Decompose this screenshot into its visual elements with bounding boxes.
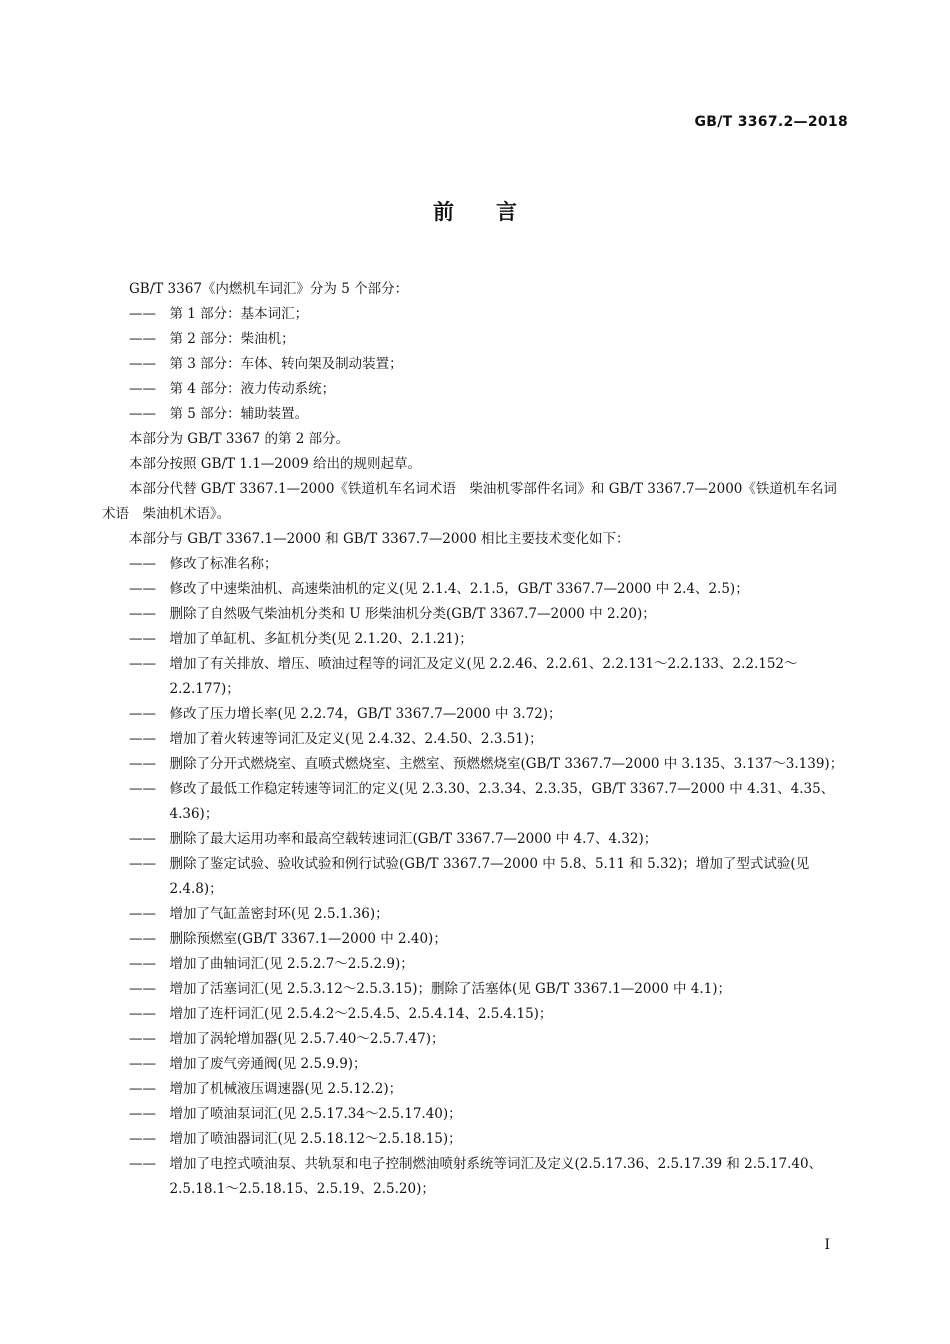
part-text: 第 4 部分：液力传动系统； [169,381,336,397]
change-item [129,1102,848,1127]
list-item [129,302,848,327]
page-title: 前言 [433,200,559,224]
change-text: 增加了曲轴词汇(见 2.5.2.7～2.5.2.9)； [169,956,414,972]
parts-intro: GB/T 3367《内燃机车词汇》分为 5 个部分： [129,281,409,297]
change-item [129,1002,848,1027]
dash-mark: —— [129,581,156,597]
change-text: 删除了鉴定试验、验收试验和例行试验(GB/T 3367.7—2000 中 5.8、5.11 和 5.32)；增加了型式试验(见 2.4.8)； [169,856,810,897]
dash-mark: —— [129,981,156,997]
change-text: 修改了标准名称； [169,556,278,572]
paragraph: 本部分按照 GB/T 1.1—2009 给出的规则起草。 [129,456,421,472]
dash-mark: —— [129,731,156,747]
change-item [129,577,848,602]
dash-mark: —— [129,381,156,397]
dash-mark: —— [129,631,156,647]
change-text: 增加了喷油泵词汇(见 2.5.17.34～2.5.17.40)； [169,1106,462,1122]
paragraph: 本部分为 GB/T 3367 的第 2 部分。 [129,431,350,447]
dash-mark: —— [129,1006,156,1022]
list-item [129,352,848,377]
dash-mark: —— [129,1056,156,1072]
dash-mark: —— [129,406,156,422]
change-text: 增加了涡轮增加器(见 2.5.7.40～2.5.7.47)； [169,1031,445,1047]
change-item [129,977,848,1002]
change-text: 删除了自然吸气柴油机分类和 U 形柴油机分类(GB/T 3367.7—2000 中 2.20)； [169,606,656,622]
standard-code: GB/T 3367.2—2018 [694,114,848,130]
change-text: 增加了活塞词汇(见 2.5.3.12～2.5.3.15)；删除了活塞体(见 GB/T 3367.1—2000 中 4.1)； [169,981,731,997]
change-item [129,727,848,752]
change-item [129,752,848,777]
change-text: 增加了着火转速等词汇及定义(见 2.4.32、2.4.50、2.3.51)； [169,731,543,747]
change-item [129,952,848,977]
part-text: 第 2 部分：柴油机； [169,331,295,347]
dash-mark: —— [129,931,156,947]
list-item [129,327,848,352]
list-item [129,377,848,402]
change-text: 增加了有关排放、增压、喷油过程等的词汇及定义(见 2.2.46、2.2.61、2.2.131～2.2.133、2.2.152～2.2.177)； [169,656,798,697]
dash-mark: —— [129,1156,156,1172]
part-text: 第 1 部分：基本词汇； [169,306,309,322]
change-text: 修改了最低工作稳定转速等词汇的定义(见 2.3.30、2.3.34、2.3.35，GB/T 3367.7—2000 中 4.31、4.35、4.36)； [169,781,835,822]
change-item [129,1077,848,1102]
change-item [129,827,848,852]
change-item [129,627,848,652]
change-item [129,777,848,827]
dash-mark: —— [129,306,156,322]
list-item [129,402,848,427]
change-text: 删除预燃室(GB/T 3367.1—2000 中 2.40)； [169,931,447,947]
change-text: 增加了机械液压调速器(见 2.5.12.2)； [169,1081,403,1097]
change-text: 修改了压力增长率(见 2.2.74，GB/T 3367.7—2000 中 3.72)； [169,706,562,722]
change-text: 增加了喷油器词汇(见 2.5.18.12～2.5.18.15)； [169,1131,462,1147]
change-text: 删除了最大运用功率和最高空载转速词汇(GB/T 3367.7—2000 中 4.7、4.32)； [169,831,658,847]
paragraph: 本部分与 GB/T 3367.1—2000 和 GB/T 3367.7—2000 相比主要技术变化如下： [129,531,630,547]
paragraph: 本部分代替 GB/T 3367.1—2000《铁道机车名词术语 柴油机零部件名词》和 GB/T 3367.7—2000《铁道机车名词术语 柴油机术语》。 [102,481,837,522]
dash-mark: —— [129,356,156,372]
dash-mark: —— [129,656,156,672]
change-item [129,1052,848,1077]
change-text: 增加了废气旁通阀(见 2.5.9.9)； [169,1056,367,1072]
dash-mark: —— [129,1131,156,1147]
change-text: 删除了分开式燃烧室、直喷式燃烧室、主燃室、预燃燃烧室(GB/T 3367.7—2000 中 3.135、3.137～3.139)； [169,756,844,772]
dash-mark: —— [129,1106,156,1122]
change-item [129,927,848,952]
change-item [129,602,848,627]
dash-mark: —— [129,331,156,347]
change-item [129,552,848,577]
dash-mark: —— [129,1081,156,1097]
change-item [129,1127,848,1152]
part-text: 第 3 部分：车体、转向架及制动装置； [169,356,403,372]
change-text: 增加了电控式喷油泵、共轨泵和电子控制燃油喷射系统等词汇及定义(2.5.17.36、2.5.17.39 和 2.5.17.40、2.5.18.1～2.5.18.15、2.5.19、2.5.20)； [169,1156,823,1197]
change-item [129,1027,848,1052]
change-item [129,652,848,702]
dash-mark: —— [129,831,156,847]
change-text: 增加了气缸盖密封环(见 2.5.1.36)； [169,906,389,922]
change-text: 修改了中速柴油机、高速柴油机的定义(见 2.1.4、2.1.5，GB/T 3367.7—2000 中 2.4、2.5)； [169,581,749,597]
dash-mark: —— [129,956,156,972]
part-text: 第 5 部分：辅助装置。 [169,406,309,422]
change-text: 增加了连杆词汇(见 2.5.4.2～2.5.4.5、2.5.4.14、2.5.4.15)； [169,1006,553,1022]
dash-mark: —— [129,856,156,872]
change-item [129,852,848,902]
change-text: 增加了单缸机、多缸机分类(见 2.1.20、2.1.21)； [169,631,473,647]
page-number: I [824,1237,830,1253]
changes-list [102,552,848,1202]
foreword-body [102,277,848,1202]
dash-mark: —— [129,706,156,722]
change-item [129,702,848,727]
change-item [129,1152,848,1202]
change-item [129,902,848,927]
dash-mark: —— [129,556,156,572]
dash-mark: —— [129,781,156,797]
dash-mark: —— [129,1031,156,1047]
dash-mark: —— [129,906,156,922]
dash-mark: —— [129,606,156,622]
dash-mark: —— [129,756,156,772]
